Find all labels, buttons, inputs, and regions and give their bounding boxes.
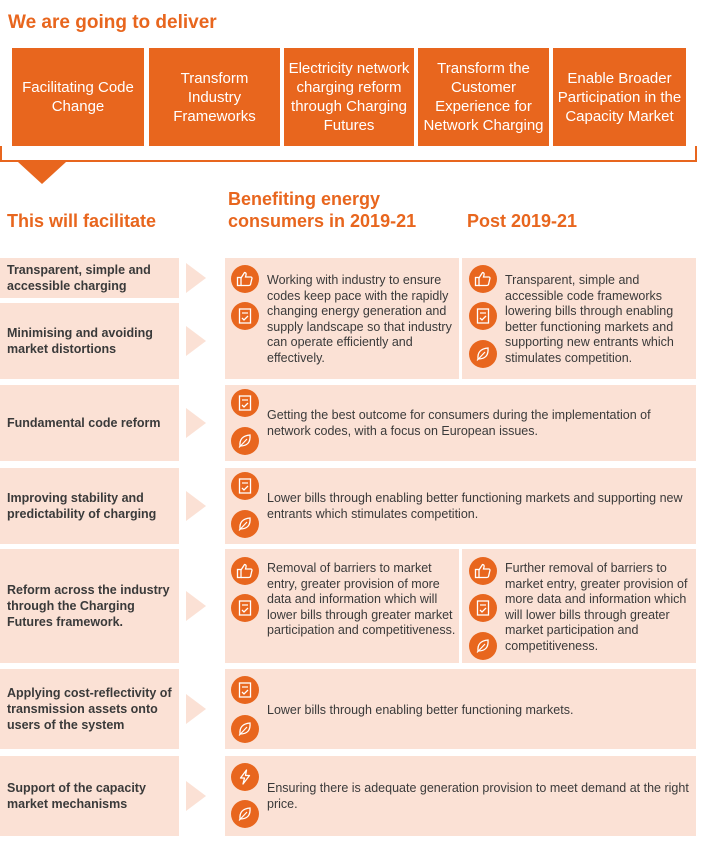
- panel-divider: [459, 549, 462, 663]
- benefit-text-4-middle: Removal of barriers to market entry, greater provision of more data and information which will lower bills through greater market participation and competitiveness.: [267, 561, 456, 637]
- row-label-code-reform: Fundamental code reform: [0, 385, 179, 461]
- leaf-icon: [469, 632, 497, 660]
- document-check-icon: [231, 676, 259, 704]
- tiles-bracket: [0, 146, 697, 162]
- document-check-icon: [231, 302, 259, 330]
- leaf-icon: [231, 715, 259, 743]
- row-chevron: [186, 326, 206, 356]
- lightning-bolt-icon: [231, 763, 259, 791]
- tile-facilitating-code-change: Facilitating Code Change: [12, 48, 144, 146]
- document-check-icon: [231, 472, 259, 500]
- row-chevron: [186, 591, 206, 621]
- document-check-icon: [231, 594, 259, 622]
- row-label-reform-industry: Reform across the industry through the Charging Futures framework.: [0, 549, 179, 663]
- leaf-icon: [231, 510, 259, 538]
- column-left-header: This will facilitate: [7, 211, 157, 231]
- tile-capacity-market: Enable Broader Participation in the Capacity Market: [553, 48, 686, 146]
- panel-divider: [459, 258, 462, 379]
- benefit-text-3: Lower bills through enabling better functioning markets and supporting new entrants which stimulates competition.: [267, 491, 683, 521]
- benefit-text-1-middle: Working with industry to ensure codes keep pace with the rapidly changing energy generation and supply landscape so that industry can operate efficiently and effectively.: [267, 273, 452, 365]
- tile-transform-industry-frameworks: Transform Industry Frameworks: [149, 48, 280, 146]
- page-heading: We are going to deliver: [8, 12, 217, 33]
- leaf-icon: [231, 800, 259, 828]
- row-label-cost-reflectivity: Applying cost-reflectivity of transmission assets onto users of the system: [0, 669, 179, 749]
- column-right-header: Post 2019-21: [467, 211, 578, 231]
- document-check-icon: [231, 389, 259, 417]
- leaf-icon: [231, 427, 259, 455]
- row-chevron: [186, 263, 206, 293]
- row-chevron: [186, 781, 206, 811]
- benefit-text-1-right: Transparent, simple and accessible code frameworks lowering bills through enabling better functioning markets and supporting new entrants which stimulates competition.: [505, 273, 674, 365]
- benefit-text-6: Ensuring there is adequate generation provision to meet demand at the right price.: [267, 781, 689, 811]
- row-chevron: [186, 408, 206, 438]
- column-middle-header: Benefiting energy consumers in 2019-21: [228, 189, 417, 231]
- thumbs-up-icon: [231, 557, 259, 585]
- benefit-text-5: Lower bills through enabling better functioning markets.: [267, 703, 574, 717]
- row-chevron: [186, 491, 206, 521]
- down-arrow: [18, 162, 66, 184]
- row-label-stability: Improving stability and predictability of charging: [0, 468, 179, 544]
- leaf-icon: [469, 340, 497, 368]
- row-label-transparent: Transparent, simple and accessible charging: [0, 258, 179, 298]
- benefit-text-4-right: Further removal of barriers to market entry, greater provision of more data and information which will lower bills through greater market participation and competitiveness.: [505, 561, 688, 653]
- thumbs-up-icon: [469, 557, 497, 585]
- row-label-capacity-market: Support of the capacity market mechanisms: [0, 756, 179, 836]
- thumbs-up-icon: [231, 265, 259, 293]
- document-check-icon: [469, 594, 497, 622]
- row-label-minimising: Minimising and avoiding market distortions: [0, 303, 179, 379]
- document-check-icon: [469, 302, 497, 330]
- row-chevron: [186, 694, 206, 724]
- tile-customer-experience: Transform the Customer Experience for Network Charging: [418, 48, 549, 146]
- benefit-text-2: Getting the best outcome for consumers during the implementation of network codes, with a focus on European issues.: [267, 408, 651, 438]
- thumbs-up-icon: [469, 265, 497, 293]
- tile-charging-futures: Electricity network charging reform through Charging Futures: [284, 48, 414, 146]
